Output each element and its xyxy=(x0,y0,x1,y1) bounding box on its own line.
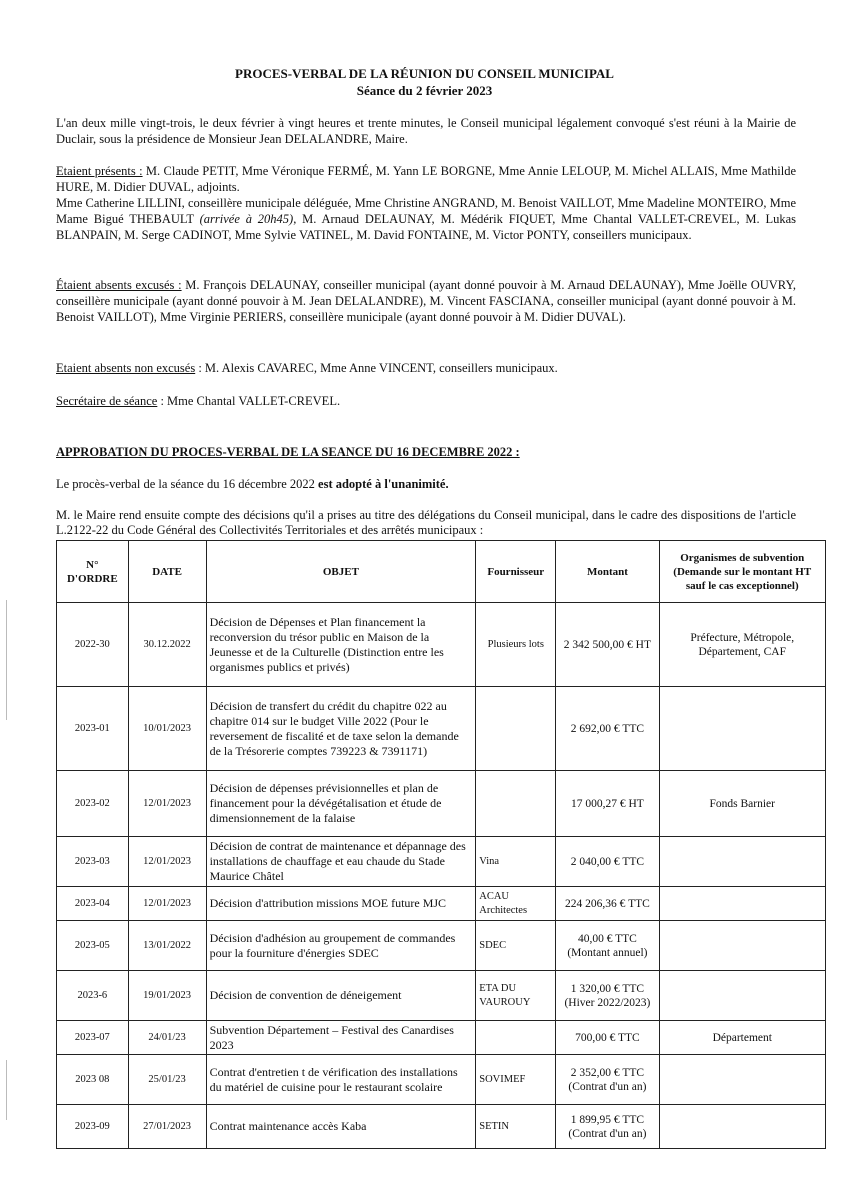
col-header-num: N° D'ORDRE xyxy=(57,541,129,603)
cell-num: 2023-04 xyxy=(57,887,129,921)
cell-montant: 2 040,00 € TTC xyxy=(556,837,659,887)
cell-date: 24/01/23 xyxy=(128,1021,206,1055)
cell-objet: Décision d'adhésion au groupement de commandes pour la fourniture d'énergies SDEC xyxy=(206,921,476,971)
cell-fournisseur: SETIN xyxy=(476,1105,556,1149)
cell-montant: 2 352,00 € TTC (Contrat d'un an) xyxy=(556,1055,659,1105)
table-row xyxy=(57,1055,826,1105)
cell-fournisseur xyxy=(476,771,556,837)
cell-num: 2023-07 xyxy=(57,1021,129,1055)
cell-montant: 2 342 500,00 € HT xyxy=(556,603,659,687)
cell-fournisseur: SDEC xyxy=(476,921,556,971)
table-row xyxy=(57,887,826,921)
present-label: Etaient présents : xyxy=(56,164,143,178)
cell-objet: Décision de Dépenses et Plan financement la reconversion du trésor public en Maison de la Jeunesse et de la Culturelle (Distinction entre les organismes publics et privés) xyxy=(206,603,476,687)
cell-montant: 40,00 € TTC (Montant annuel) xyxy=(556,921,659,971)
unexcused-text: : M. Alexis CAVAREC, Mme Anne VINCENT, conseillers municipaux. xyxy=(195,361,558,375)
cell-organismes: Fonds Barnier xyxy=(659,771,825,837)
present-councillors-b: , M. Arnaud DELAUNAY, M. Médérik FIQUET, Mme Chantal VALLET-CREVEL, M. Lukas BLANPAIN, M. Serge CADINOT, Mme Sylvie VATINEL, M. David FONTAINE, M. Victor PONTY, conseillers municipaux. xyxy=(56,212,797,242)
cell-date: 25/01/23 xyxy=(128,1055,206,1105)
cell-objet: Décision de transfert du crédit du chapitre 022 au chapitre 014 sur le budget Ville 2022 (Pour le reversement de fiscalité et de taxe selon la demande de la Trésorerie comptes 739223 & 7391171) xyxy=(206,687,476,771)
col-header-organismes: Organismes de subvention (Demande sur le montant HT sauf le cas exceptionnel) xyxy=(659,541,825,603)
cell-num: 2023-01 xyxy=(57,687,129,771)
cell-organismes: Département xyxy=(659,1021,825,1055)
cell-montant: 224 206,36 € TTC xyxy=(556,887,659,921)
cell-num: 2023 08 xyxy=(57,1055,129,1105)
cell-objet: Décision de contrat de maintenance et dépannage des installations de chauffage et eau chaude du Stade Maurice Châtel xyxy=(206,837,476,887)
cell-montant: 2 692,00 € TTC xyxy=(556,687,659,771)
cell-fournisseur xyxy=(476,1021,556,1055)
cell-montant: 700,00 € TTC xyxy=(556,1021,659,1055)
cell-fournisseur: Vina xyxy=(476,837,556,887)
scan-edge-mark xyxy=(6,1060,7,1120)
table-row xyxy=(57,1021,826,1055)
secretary-paragraph xyxy=(56,393,796,409)
cell-date: 12/01/2023 xyxy=(128,887,206,921)
cell-organismes xyxy=(659,971,825,1021)
cell-organismes xyxy=(659,1105,825,1149)
cell-montant: 1 899,95 € TTC (Contrat d'un an) xyxy=(556,1105,659,1149)
cell-objet: Contrat maintenance accès Kaba xyxy=(206,1105,476,1149)
decisions-intro: M. le Maire rend ensuite compte des décisions qu'il a prises au titre des délégations du Conseil municipal, dans le cadre des dispositions de l'article L.2122-22 du Code Général des Collectivités Territoriales et des arrêtés municipaux : xyxy=(56,508,796,537)
document-title: PROCES-VERBAL DE LA RÉUNION DU CONSEIL MUNICIPAL xyxy=(235,66,614,81)
adoption-result: est adopté à l'unanimité. xyxy=(318,477,449,491)
unexcused-label: Etaient absents non excusés xyxy=(56,361,196,375)
cell-num: 2023-02 xyxy=(57,771,129,837)
table-row xyxy=(57,971,826,1021)
section-heading: APPROBATION DU PROCES-VERBAL DE LA SEANCE DU 16 DECEMBRE 2022 : xyxy=(56,445,520,459)
cell-organismes xyxy=(659,921,825,971)
cell-date: 27/01/2023 xyxy=(128,1105,206,1149)
cell-fournisseur: Plusieurs lots xyxy=(476,603,556,687)
cell-fournisseur xyxy=(476,687,556,771)
cell-num: 2023-03 xyxy=(57,837,129,887)
cell-date: 12/01/2023 xyxy=(128,771,206,837)
cell-num: 2023-09 xyxy=(57,1105,129,1149)
cell-fournisseur: ACAU Architectes xyxy=(476,887,556,921)
col-header-objet: OBJET xyxy=(206,541,476,603)
adoption-paragraph xyxy=(56,476,796,492)
table-row xyxy=(57,687,826,771)
adoption-text: Le procès-verbal de la séance du 16 décembre 2022 xyxy=(56,477,319,491)
cell-objet: Décision d'attribution missions MOE future MJC xyxy=(206,887,476,921)
cell-objet: Décision de convention de déneigement xyxy=(206,971,476,1021)
cell-num: 2022-30 xyxy=(57,603,129,687)
cell-num: 2023-6 xyxy=(57,971,129,1021)
table-row xyxy=(57,603,826,687)
cell-fournisseur: SOVIMEF xyxy=(476,1055,556,1105)
cell-objet: Subvention Département – Festival des Canardises 2023 xyxy=(206,1021,476,1055)
excused-text: M. François DELAUNAY, conseiller municipal (ayant donné pouvoir à M. Arnaud DELAUNAY), Mme Joëlle OUVRY, conseillère municipale (ayant donné pouvoir à M. Jean DELALANDRE), M. Vincent FASCIANA, conseiller municipal (ayant donné pouvoir à M. Benoist VAILLOT), Mme Virginie PERIERS, conseillère municipale (ayant donné pouvoir à M. Didier DUVAL). xyxy=(56,278,796,324)
intro-paragraph: L'an deux mille vingt-trois, le deux février à vingt heures et trente minutes, le Conseil municipal légalement convoqué s'est réuni à la Mairie de Duclair, sous la présidence de Monsieur Jean DELALANDRE, Maire. xyxy=(56,116,796,146)
table-row xyxy=(57,921,826,971)
cell-montant: 17 000,27 € HT xyxy=(556,771,659,837)
present-adjoints: M. Claude PETIT, Mme Véronique FERMÉ, M. Yann LE BORGNE, Mme Annie LELOUP, M. Michel ALLAIS, Mme Mathilde HURE, M. Didier DUVAL, adjoints. xyxy=(56,164,796,194)
cell-date: 13/01/2022 xyxy=(128,921,206,971)
cell-objet: Contrat d'entretien t de vérification des installations du matériel de cuisine pour le restaurant scolaire xyxy=(206,1055,476,1105)
excused-paragraph xyxy=(56,277,796,325)
present-councillors-a: Mme Catherine LILLINI, conseillère municipale déléguée, Mme Christine ANGRAND, M. Benoist VAILLOT, Mme Madeline MONTEIRO, Mme Mame Bigué THEBAULT xyxy=(56,196,796,226)
cell-date: 12/01/2023 xyxy=(128,837,206,887)
table-header-row xyxy=(57,541,826,603)
cell-date: 30.12.2022 xyxy=(128,603,206,687)
session-date: Séance du 2 février 2023 xyxy=(356,83,493,98)
present-paragraph xyxy=(56,163,796,243)
cell-date: 19/01/2023 xyxy=(128,971,206,1021)
cell-organismes xyxy=(659,887,825,921)
col-header-date: DATE xyxy=(128,541,206,603)
table-row xyxy=(57,771,826,837)
cell-fournisseur: ETA DU VAUROUY xyxy=(476,971,556,1021)
col-header-montant: Montant xyxy=(556,541,659,603)
secretary-label: Secrétaire de séance xyxy=(56,394,158,408)
excused-label: Étaient absents excusés : xyxy=(56,278,182,292)
cell-num: 2023-05 xyxy=(57,921,129,971)
cell-organismes: Préfecture, Métropole, Département, CAF xyxy=(659,603,825,687)
cell-organismes xyxy=(659,1055,825,1105)
table-row xyxy=(57,837,826,887)
cell-objet: Décision de dépenses prévisionnelles et plan de financement pour la dévégétalisation et étude de dimensionnement de la falaise xyxy=(206,771,476,837)
cell-organismes xyxy=(659,837,825,887)
cell-montant: 1 320,00 € TTC (Hiver 2022/2023) xyxy=(556,971,659,1021)
table-row xyxy=(57,1105,826,1149)
decisions-table xyxy=(56,540,826,1149)
arrival-note: (arrivée à 20h45) xyxy=(199,212,294,226)
scan-edge-mark xyxy=(6,600,7,720)
cell-organismes xyxy=(659,687,825,771)
cell-date: 10/01/2023 xyxy=(128,687,206,771)
secretary-text: : Mme Chantal VALLET-CREVEL. xyxy=(157,394,341,408)
col-header-fournisseur: Fournisseur xyxy=(476,541,556,603)
unexcused-paragraph xyxy=(56,360,796,376)
